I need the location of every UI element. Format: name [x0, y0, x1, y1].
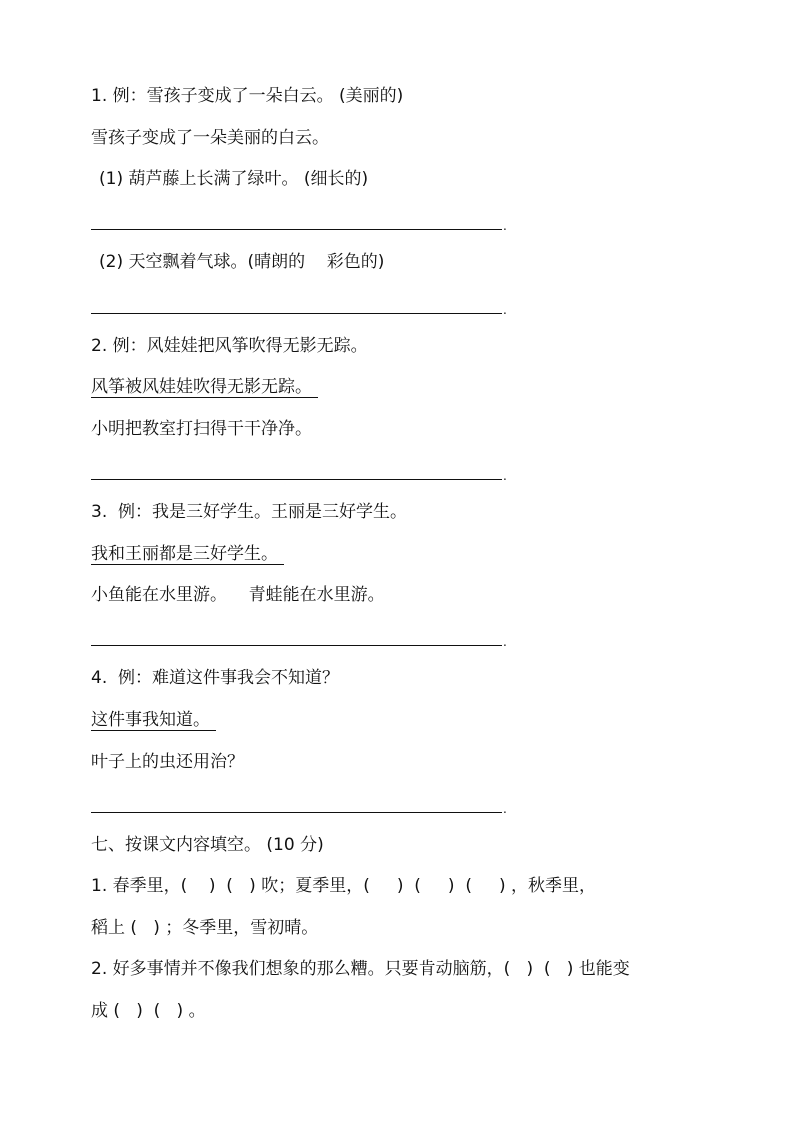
question-text: 小明把教室打扫得干干净净。	[91, 418, 312, 439]
answer-line[interactable]	[91, 812, 502, 813]
worksheet	[91, 76, 721, 1033]
answer-blank	[91, 284, 721, 326]
answer-line[interactable]	[91, 229, 502, 230]
line-end-period: .	[503, 801, 507, 816]
line-end-period: .	[503, 635, 507, 650]
question-text: 叶子上的虫还用治？	[91, 751, 244, 772]
line-end-period: .	[503, 468, 507, 483]
question-text: 2. 例：风娃娃把风筝吹得无影无踪。	[91, 335, 368, 356]
question-text: 3. 例：我是三好学生。王丽是三好学生。	[91, 501, 408, 522]
question-text: 稻上 ( ) ；冬季里，雪初晴。	[91, 917, 319, 938]
answer-blank	[91, 450, 721, 492]
question-text: (1) 葫芦藤上长满了绿叶。 (细长的)	[99, 169, 369, 190]
example-answer	[91, 700, 721, 742]
question-text: 七、按课文内容填空。 (10 分)	[91, 834, 324, 855]
example-answer-text: 风筝被风娃娃吹得无影无踪。	[91, 377, 318, 398]
question-text: 成 ( ) ( ) 。	[91, 1001, 206, 1022]
answer-blank	[91, 201, 721, 243]
question-text: 雪孩子变成了一朵美丽的白云。	[91, 127, 329, 148]
answer-line[interactable]	[91, 313, 502, 314]
line-end-period: .	[503, 219, 507, 234]
answer-blank	[91, 617, 721, 659]
example-answer-text: 我和王丽都是三好学生。	[91, 544, 284, 565]
example-answer	[91, 534, 721, 576]
question-text: 4. 例：难道这件事我会不知道？	[91, 668, 340, 689]
question-text: 1. 春季里，( ) ( ) 吹；夏季里，( ) ( ) ( ) ，秋季里，	[91, 876, 597, 897]
question-text: 小鱼能在水里游。 青蛙能在水里游。	[91, 585, 385, 606]
line-end-period: .	[503, 302, 507, 317]
answer-line[interactable]	[91, 479, 502, 480]
example-answer	[91, 367, 721, 409]
answer-blank	[91, 783, 721, 825]
answer-line[interactable]	[91, 645, 502, 646]
question-text: (2) 天空飘着气球。(晴朗的 彩色的)	[99, 252, 385, 273]
example-answer-text: 这件事我知道。	[91, 710, 216, 731]
question-text: 1. 例：雪孩子变成了一朵白云。 (美丽的)	[91, 86, 404, 106]
question-text: 2. 好多事情并不像我们想象的那么糟。只要肯动脑筋，( ) ( ) 也能变	[91, 959, 630, 980]
